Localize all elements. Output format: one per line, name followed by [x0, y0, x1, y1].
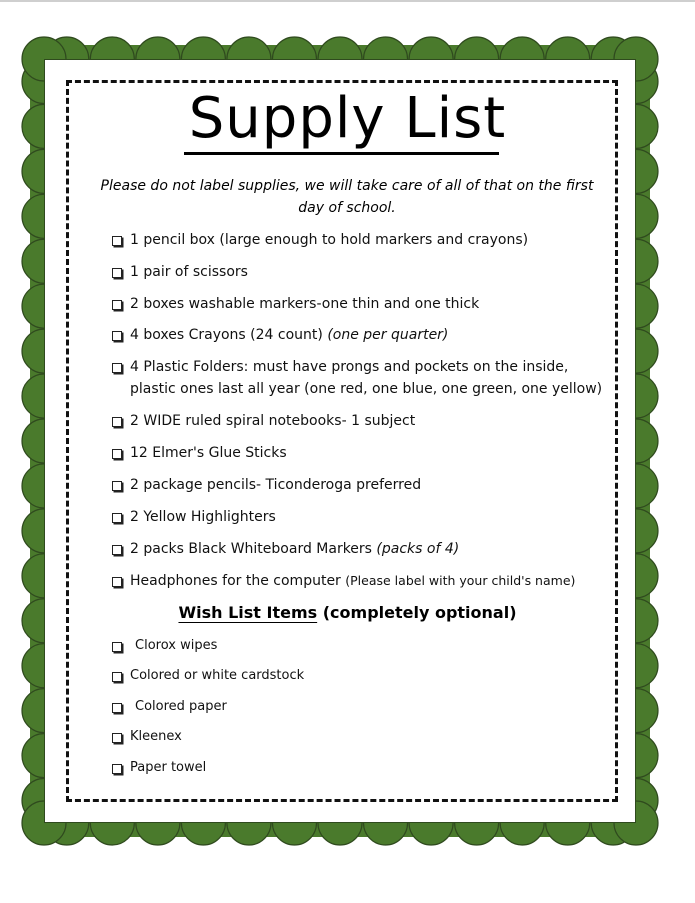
checkbox-icon — [112, 331, 122, 341]
checkbox-icon — [112, 363, 122, 373]
checkbox-icon — [112, 513, 122, 523]
checkbox-icon — [112, 764, 122, 774]
intro-note: Please do not label supplies, we will take care of all of that on the first day of school. — [100, 178, 594, 216]
checkbox-icon — [112, 268, 122, 278]
title-underline — [184, 152, 499, 155]
checkbox-icon — [112, 703, 122, 713]
checkbox-icon — [112, 672, 122, 682]
checkbox-icon — [112, 449, 122, 459]
checkbox-icon — [112, 545, 122, 555]
checkbox-icon — [112, 733, 122, 743]
checkbox-icon — [112, 417, 122, 427]
checkbox-icon — [112, 236, 122, 246]
checkbox-icon — [112, 300, 122, 310]
checkbox-icon — [112, 577, 122, 587]
checkbox-icon — [112, 481, 122, 491]
page-title: Supply List — [188, 86, 507, 151]
wish-list-heading: Wish List Items (completely optional) — [178, 603, 517, 622]
checkbox-icon — [112, 642, 122, 652]
